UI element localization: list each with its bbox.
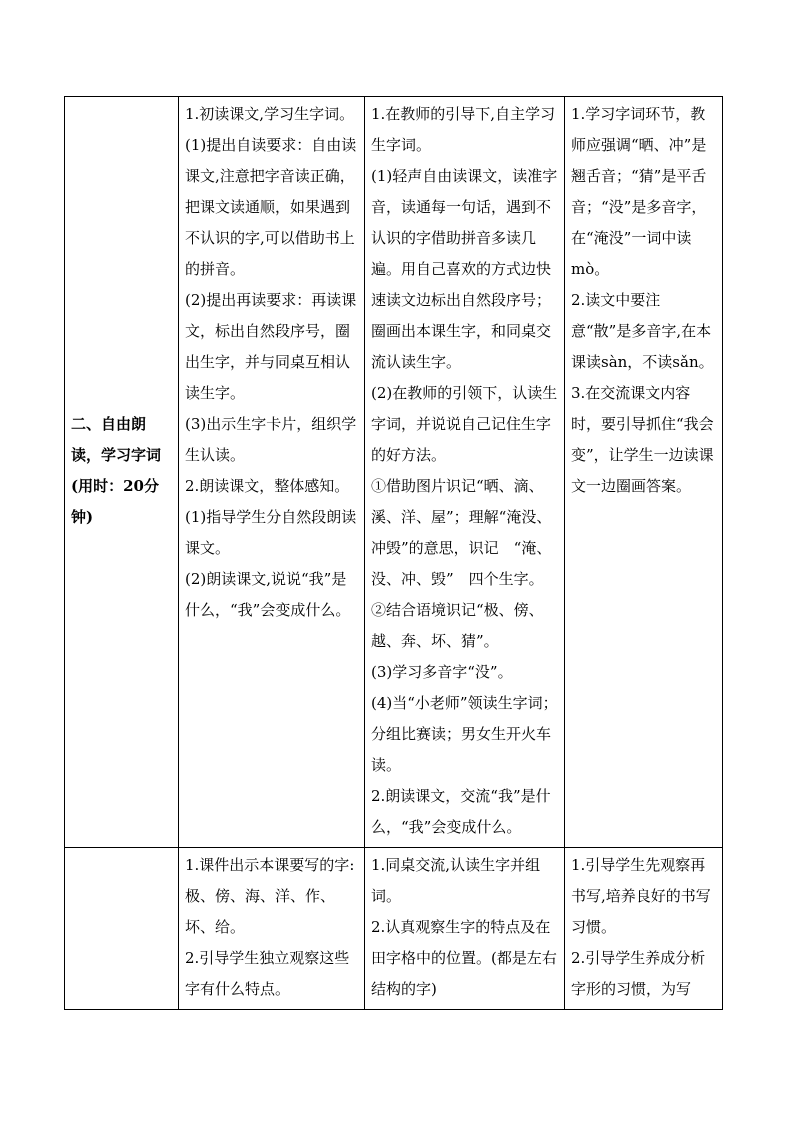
notes-paragraph: 1.学习字词环节，教师应强调“晒、冲”是翘舌音；“猜”是平舌音；“没”是多音字，在“淹没”一词中读mò。: [571, 105, 707, 278]
teacher-paragraph: (2)朗读课文,说说“我”是什么，“我”会变成什么。: [185, 570, 351, 619]
notes-paragraph: 1.引导学生先观察再书写,培养良好的书写习惯。: [571, 856, 711, 936]
teacher-paragraph: 1.初读课文,学习生字词。: [185, 105, 355, 123]
table-row: [65, 97, 723, 848]
student-paragraph: 1.在教师的引导下,自主学习生字词。: [371, 105, 556, 154]
stage-label: 二、自由朗读，学习字词(用时：20分钟): [71, 415, 162, 526]
stage-cell: [65, 848, 179, 1010]
teacher-activity-cell: [179, 97, 365, 848]
student-activity-cell: [365, 97, 565, 848]
teacher-paragraph: 1.课件出示本课要写的字:极、傍、海、洋、作、坏、给。: [185, 856, 355, 936]
student-paragraph: 2.认真观察生字的特点及在田字格中的位置。(都是左右结构的字): [371, 918, 557, 998]
teacher-activity-cell: [179, 848, 365, 1010]
teacher-paragraph: (3)出示生字卡片，组织学生认读。: [185, 415, 357, 464]
notes-paragraph: 3.在交流课文内容时，要引导抓住“我会变”，让学生一边读课文一边圈画答案。: [571, 384, 714, 495]
student-activity-cell: [365, 848, 565, 1010]
notes-cell: [565, 97, 723, 848]
lesson-plan-table: [64, 96, 723, 1010]
teacher-paragraph: 2.引导学生独立观察这些字有什么特点。: [185, 949, 350, 998]
student-paragraph: (1)轻声自由读课文，读准字音，读通每一句话，遇到不认识的字借助拼音多读几遍。用自己喜欢的方式边快速读文边标出自然段序号；圈画出本课生字，和同桌交流认读生字。: [371, 167, 558, 371]
student-paragraph: ①借助图片识记“晒、滴、溪、洋、屋”；理解“淹没、冲毁”的意思，识记 “淹、没、冲、毁” 四个生字。: [371, 477, 552, 588]
teacher-paragraph: 2.朗读课文，整体感知。: [185, 477, 350, 495]
table-row: [65, 848, 723, 1010]
notes-paragraph: 2.读文中要注意“散”是多音字,在本课读sàn，不读sǎn。: [571, 291, 714, 371]
notes-cell: [565, 848, 723, 1010]
teacher-paragraph: (1)提出自读要求：自由读课文,注意把字音读正确，把课文读通顺，如果遇到不认识的字,可以借助书上的拼音。: [185, 136, 357, 278]
student-paragraph: (2)在教师的引领下，认读生字词，并说说自己记住生字的好方法。: [371, 384, 558, 464]
student-paragraph: 1.同桌交流,认读生字并组词。: [371, 856, 541, 905]
stage-cell: [65, 97, 179, 848]
notes-paragraph: 2.引导学生养成分析字形的习惯，为写: [571, 949, 706, 998]
student-paragraph: 2.朗读课文，交流“我”是什么，“我”会变成什么。: [371, 787, 551, 836]
student-paragraph: ②结合语境识记“极、傍、越、奔、坏、猜”。: [371, 601, 544, 650]
student-paragraph: (4)当“小老师”领读生字词；分组比赛读；男女生开火车读。: [371, 694, 558, 774]
teacher-paragraph: (1)指导学生分自然段朗读课文。: [185, 508, 357, 557]
teacher-paragraph: (2)提出再读要求：再读课文，标出自然段序号，圈出生字，并与同桌互相认读生字。: [185, 291, 357, 402]
student-paragraph: (3)学习多音字“没”。: [371, 663, 513, 681]
